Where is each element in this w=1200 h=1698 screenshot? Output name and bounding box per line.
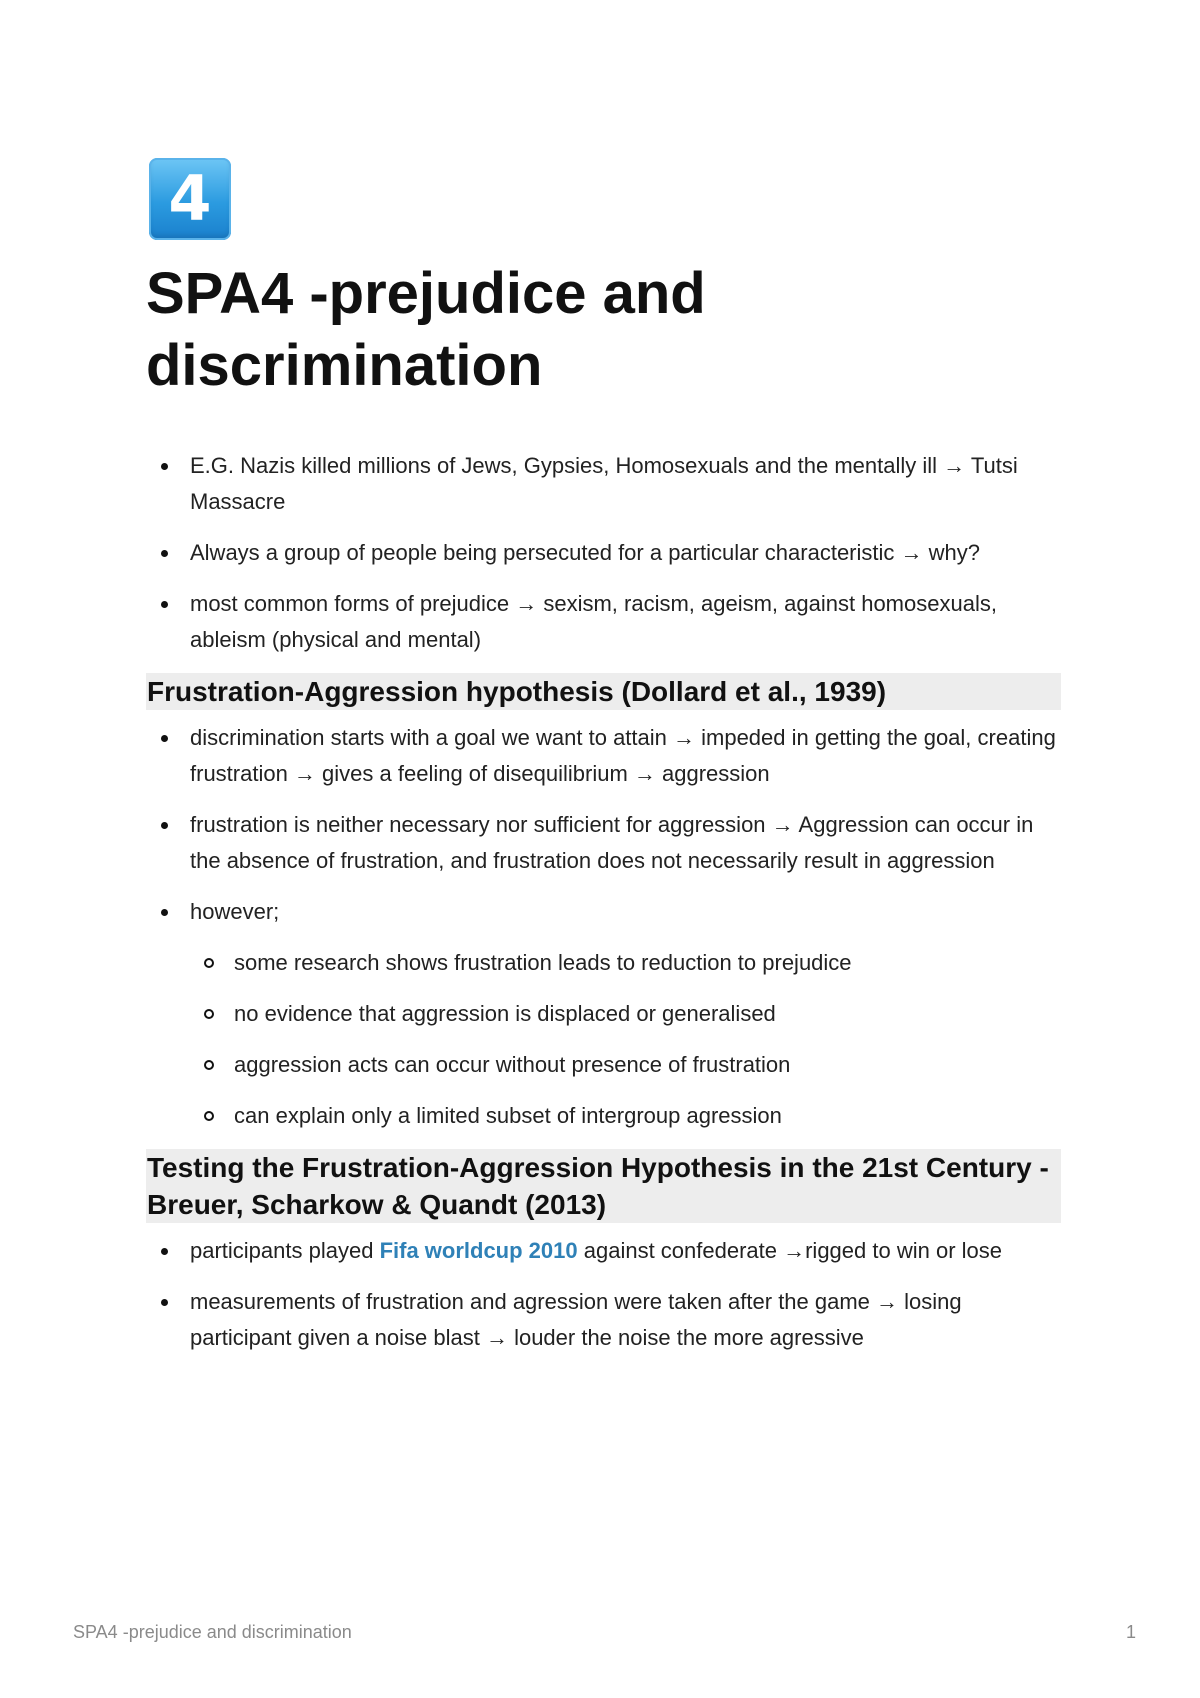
list-item: most common forms of prejudice → sexism, racism, ageism, against homosexuals, ableism (physical and mental) (146, 586, 1061, 658)
fifa-worldcup-link[interactable]: Fifa worldcup 2010 (379, 1238, 578, 1263)
frustration-list (146, 720, 1061, 930)
list-item: discrimination starts with a goal we want to attain → impeded in getting the goal, creating frustration → gives a feeling of disequilibrium → aggression (146, 720, 1061, 792)
footer-title: SPA4 -prejudice and discrimination (73, 1622, 352, 1642)
list-item: E.G. Nazis killed millions of Jews, Gypsies, Homosexuals and the mentally ill → Tutsi Massacre (146, 448, 1061, 520)
sub-list-item: no evidence that aggression is displaced or generalised (190, 996, 1061, 1032)
sub-list-item: can explain only a limited subset of intergroup agression (190, 1098, 1061, 1134)
list-item (146, 894, 1061, 930)
list-item: Always a group of people being persecuted for a particular characteristic → why? (146, 535, 1061, 571)
list-item: measurements of frustration and agression were taken after the game → losing participant given a noise blast → louder the noise the more agressive (146, 1284, 1061, 1356)
list-item: frustration is neither necessary nor sufficient for aggression → Aggression can occur in the absence of frustration, and frustration does not necessarily result in aggression (146, 807, 1061, 879)
sub-list-item: some research shows frustration leads to reduction to prejudice (190, 945, 1061, 981)
intro-list (146, 448, 1061, 658)
list-item-text: against confederate →rigged to win or lose (577, 1238, 1002, 1263)
page-number: 1 (1125, 1622, 1136, 1642)
testing-list (146, 1233, 1061, 1356)
list-item-label: however; (190, 899, 280, 924)
list-item (146, 1233, 1061, 1269)
list-item-text: participants played (190, 1238, 380, 1263)
keycap-4-icon (149, 158, 231, 240)
icon-digit: 4 (168, 162, 212, 235)
sub-list-item: aggression acts can occur without presence of frustration (190, 1047, 1061, 1083)
section-heading-testing-hypothesis: Testing the Frustration-Aggression Hypothesis in the 21st Century - Breuer, Scharkow & Quandt (2013) (146, 1149, 1061, 1223)
however-sub-list (190, 945, 1061, 1134)
section-heading-frustration-aggression: Frustration-Aggression hypothesis (Dollard et al., 1939) (146, 673, 1061, 710)
page-title: SPA4 -prejudice and discrimination (146, 261, 706, 398)
page-content (146, 448, 1061, 1371)
